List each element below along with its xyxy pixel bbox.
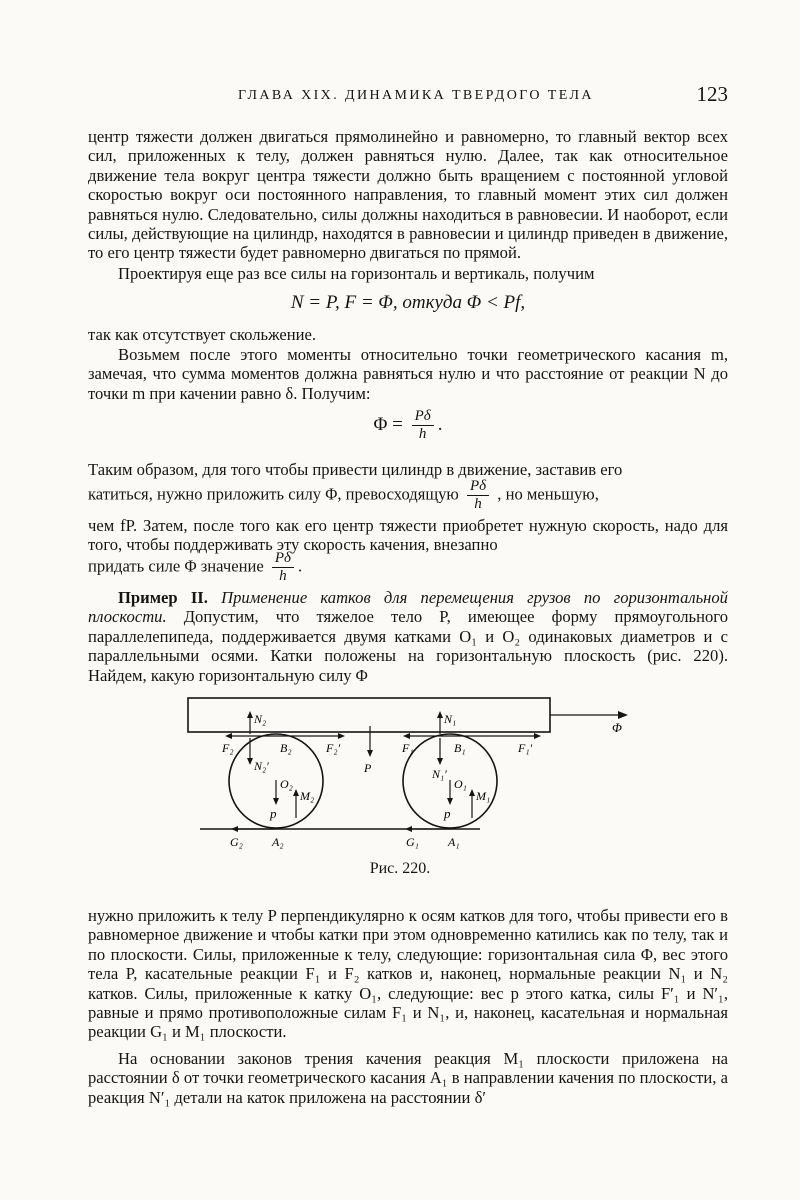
paragraph-3: так как отсутствует скольжение. (88, 325, 316, 344)
o2-weight-arrowhead (273, 798, 279, 805)
figure-caption: Рис. 220. (369, 860, 431, 877)
running-title: ГЛАВА XIX. ДИНАМИКА ТВЕРДОГО ТЕЛА (238, 88, 594, 103)
f1p-arrowhead (534, 733, 541, 739)
label-p2: p (270, 806, 277, 821)
figure-220 (180, 690, 640, 849)
f1-arrowhead (403, 733, 410, 739)
inline-fraction-2-den: h (279, 568, 287, 584)
label-f1p: F₁′ (518, 741, 533, 755)
paragraph-5-line-1: Таким образом, для того чтобы привести цилиндр в движение, заставив его (88, 460, 623, 479)
label-o1: O₁ (454, 777, 467, 791)
label-f1: F₁ (402, 741, 414, 755)
example-paragraph (88, 588, 728, 685)
page-number: 123 (696, 82, 728, 106)
n2p-arrowhead (247, 758, 253, 765)
n1-arrowhead (437, 711, 443, 718)
label-n2: N₂ (254, 712, 267, 726)
label-b1: B₁ (454, 741, 466, 755)
example-label: Пример II. (118, 588, 208, 607)
page-header (88, 82, 728, 112)
label-o2: O₂ (280, 777, 293, 791)
formula-2-lhs: Φ = (373, 413, 403, 435)
paragraph-2: Проектируя еще раз все силы на горизонталь и вертикаль, получим (118, 264, 595, 283)
label-n2p: N₂′ (254, 759, 269, 773)
label-p1: p (444, 806, 451, 821)
paragraph-5-line-4: придать силе Φ значение $\frac{P\delta}{h}$ . (88, 550, 303, 584)
paragraph-7: нужно приложить к телу P перпендикулярно к осям катков для того, чтобы привести его в равномерное движение и чтобы катки при этом одновременно катились как по телу, так и по плоскости. Силы, приложенные к телу, следующие: горизонтальная сила Φ, вес этого тела P, касательные реакции F₁ и F₂ катков и, наконец, нормальные реакции N₁ и N₂ катков. Силы, приложенные к катку O₁, следующие: вес p этого катка, силы F′₁ и N′₁, равные и прямо противоположные силам F₁ и N₁, и, наконец, касательная и нормальная реакции G₁ и M₁ плоскости. (88, 906, 728, 1042)
paragraph-1: центр тяжести должен двигаться прямолинейно и равномерно, то главный вектор всех сил, приложенных к телу, должен равняться нулю. Далее, так как относительное движение тела вокруг центра тяжести должно быть вращением с постоянной угловой скоростью вокруг оси постоянного направления, то главный момент этих сил должен равняться нулю. Следовательно, силы должны находиться в равновесии. И наоборот, если силы, действующие на цилиндр, находятся в равновесии и цилиндр приведен в движение, то его центр тяжести будет равномерно двигаться по прямой. (88, 127, 728, 263)
formula-2: Φ = $\frac{P\delta}{h}$ . (373, 408, 443, 442)
n1p-arrowhead (437, 758, 443, 765)
paragraph-4: Возьмем после этого моменты относительно точки геометрического касания m, замечая, что сумма моментов должна равняться нулю и что расстояние от реакции N до точки m при качении равно δ. Получим: (88, 345, 728, 403)
label-a1: A₁ (448, 835, 460, 849)
example-title: Применение катков для перемещения грузов по горизонтальной плоскости. (88, 588, 728, 627)
paragraph-8: На основании законов трения качения реакция M₁ плоскости приложена на расстоянии δ от точки геометрического касания A₁ в направлении качения по плоскости, а реакция N′₁ детали на каток приложена на расстоянии δ′ (88, 1049, 728, 1107)
o1-weight-arrowhead (447, 798, 453, 805)
g1-arrowhead (405, 826, 412, 832)
paragraph-5-line-2 (88, 478, 728, 513)
inline-fraction-1-num: Pδ (467, 478, 489, 496)
fraction-numerator: Pδ (412, 408, 434, 426)
label-g2: G₂ (230, 835, 243, 849)
label-p: P (364, 761, 372, 775)
label-b2: B₂ (280, 741, 292, 755)
formula-1: N = P, F = Φ, откуда Φ < Pf, (290, 292, 526, 313)
label-m2: M₂ (300, 789, 315, 803)
label-phi: Φ (612, 720, 622, 735)
example-body: Допустим, что тяжелое тело P, имеющее форму прямоугольного параллелепипеда, поддерживается двумя катками O₁ и O₂ одинаковых диаметров и с параллельными осями. Катки положены на горизонтальную плоскость (рис. 220). Найдем, какую горизонтальную силу Φ (88, 607, 728, 685)
inline-fraction-1-den: h (474, 496, 482, 512)
label-a2: A₂ (272, 835, 284, 849)
paragraph-5-text-c: , но меньшую, (497, 484, 599, 504)
f2p-arrowhead (338, 733, 345, 739)
m1-arrowhead (469, 789, 475, 796)
phi-arrowhead (618, 711, 628, 719)
label-m1: M₁ (476, 789, 491, 803)
label-n1p: N₁′ (432, 767, 447, 781)
m2-arrowhead (293, 789, 299, 796)
inline-fraction-1 (467, 478, 489, 513)
label-f2p: F₂′ (326, 741, 341, 755)
label-f2: F₂ (222, 741, 234, 755)
label-n1: N₁ (444, 712, 457, 726)
body-rect (188, 698, 550, 732)
n2-arrowhead (247, 711, 253, 718)
f2-arrowhead (225, 733, 232, 739)
paragraph-5-text-b: катиться, нужно приложить силу Φ, превосходящую (88, 484, 459, 504)
inline-fraction-2 (272, 550, 294, 585)
p-arrowhead (367, 750, 373, 757)
label-g1: G₁ (406, 835, 419, 849)
formula-2-fraction (412, 408, 434, 443)
fraction-denominator: h (418, 426, 427, 442)
inline-fraction-2-num: Pδ (272, 550, 294, 568)
paragraph-5-line-3: чем fP. Затем, после того как его центр тяжести приобретет нужную скорость, надо для того, чтобы поддерживать эту скорость качения, внезапно (88, 516, 728, 555)
paragraph-5-text-e: придать силе Φ значение (88, 556, 264, 576)
g2-arrowhead (231, 826, 238, 832)
